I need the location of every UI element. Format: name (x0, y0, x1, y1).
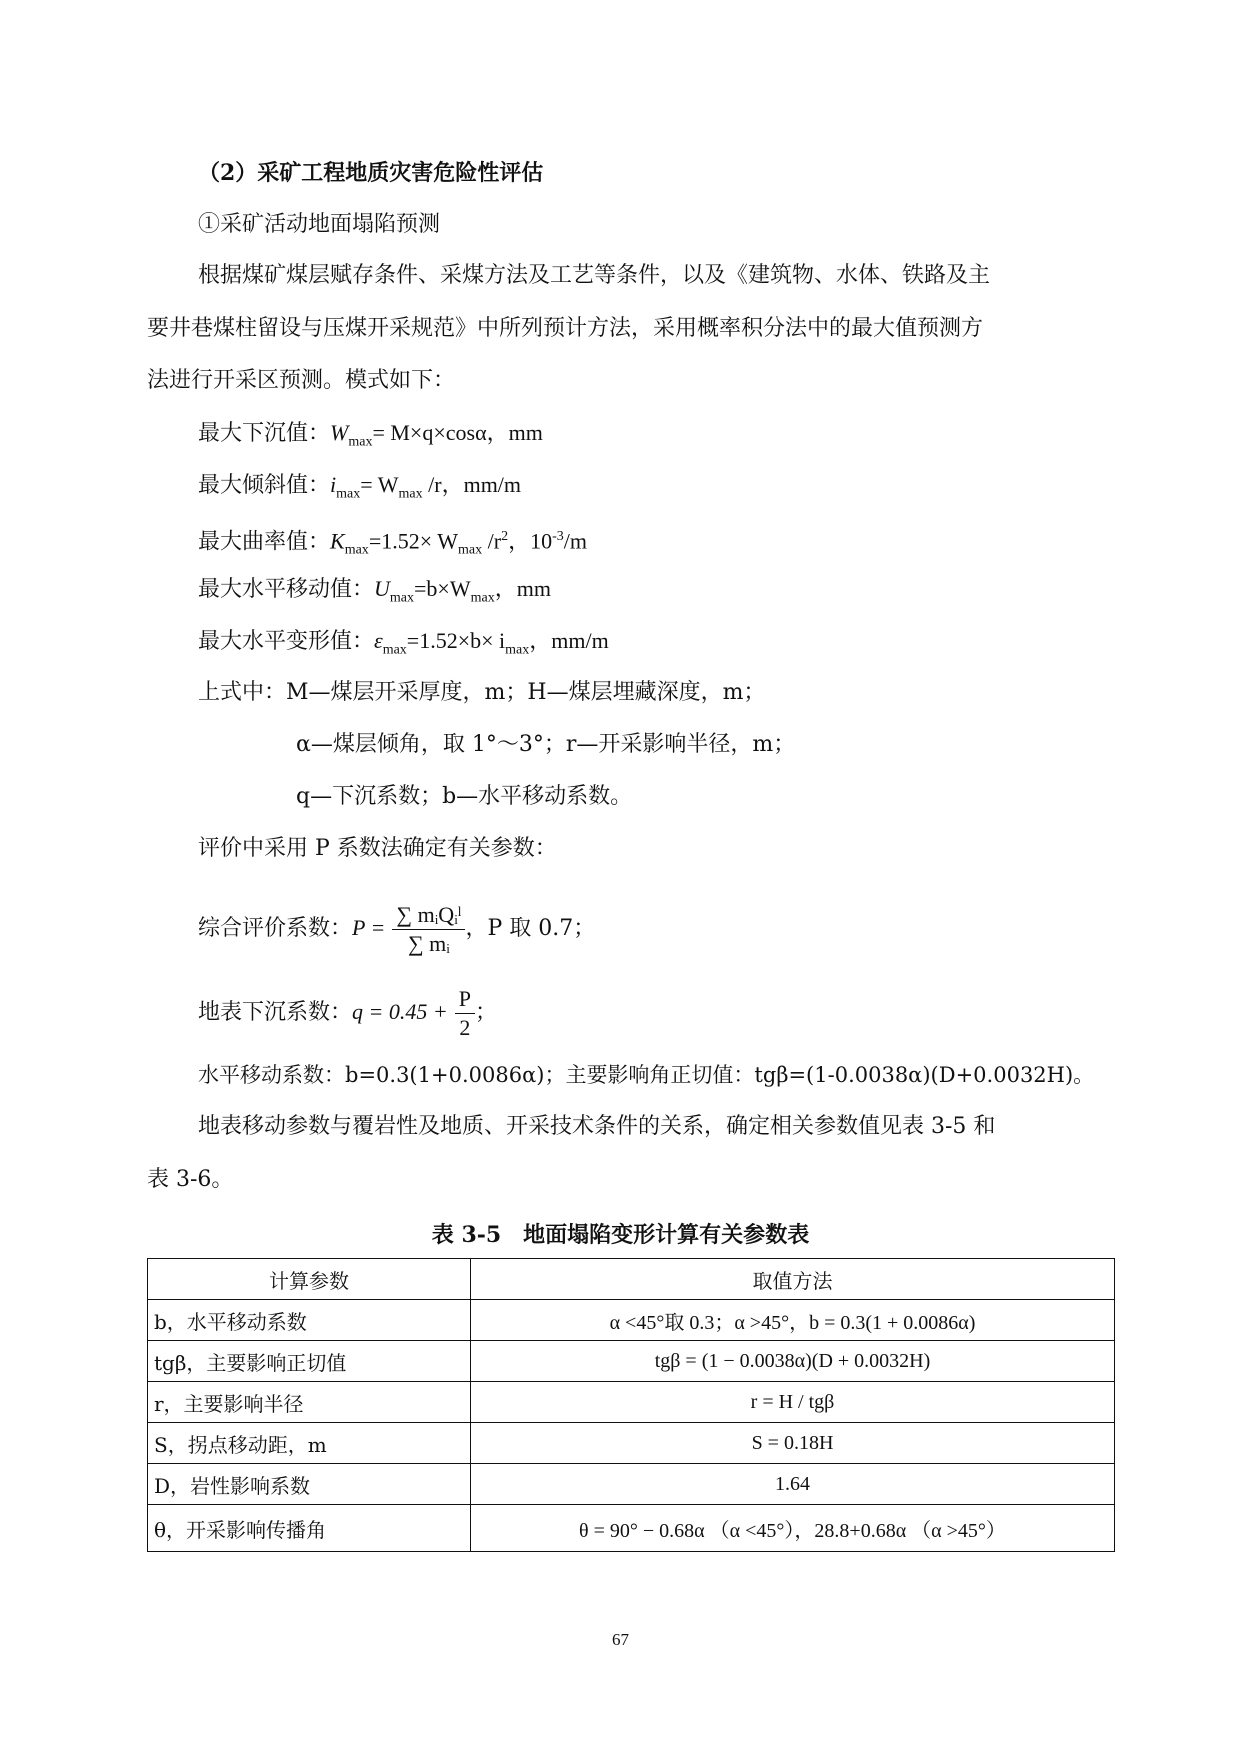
param-cell: S，拐点移动距，m (148, 1423, 471, 1464)
param-cell: b，水平移动系数 (148, 1300, 471, 1341)
table-header-row (148, 1259, 1115, 1300)
formula-p-coefficient: 综合评价系数：P = $\frac{\text{∑ mᵢQᵢˡ}}{\text{∑ mᵢ}}$ ，P 取 0.7； (198, 901, 596, 956)
b-coefficient-line: 水平移动系数：b=0.3(1+0.0086α)；主要影响角正切值：tgβ=(1-0.0038α)(D+0.0032H)。 (198, 1063, 1095, 1087)
param-cell: tgβ，主要影响正切值 (148, 1341, 471, 1382)
table-row (148, 1505, 1115, 1552)
formula-max-horizontal-deform: 最大水平变形值：$\varepsilon_{max}=1.52\times b\times i_{max}$，mm/m (198, 628, 609, 658)
where-line: q—下沉系数；b—水平移动系数。 (296, 784, 633, 809)
formula-max-horizontal-move: 最大水平移动值：$U_{max}=b\times W_{max}$，mm (198, 576, 551, 606)
formula-max-subsidence: 最大下沉值：$W_{max}= M\times q\times\cos\alpha$，mm (198, 420, 543, 450)
method-cell: r = H / tgβ (471, 1382, 1115, 1423)
header-cell: 取值方法 (471, 1259, 1115, 1300)
paragraph-line: 法进行开采区预测。模式如下： (147, 368, 456, 393)
table-row (148, 1300, 1115, 1341)
param-cell: D，岩性影响系数 (148, 1464, 471, 1505)
param-cell: r，主要影响半径 (148, 1382, 471, 1423)
formula-max-tilt: 最大倾斜值：$i_{max}= W_{max}$ /r，mm/m (198, 472, 522, 502)
paragraph-line: 地表移动参数与覆岩性及地质、开采技术条件的关系，确定相关参数值见表 3-5 和 (198, 1114, 996, 1139)
paragraph-line: 要井巷煤柱留设与压煤开采规范》中所列预计方法，采用概率积分法中的最大值预测方 (147, 316, 984, 341)
param-cell: θ，开采影响传播角 (148, 1505, 471, 1552)
table-row (148, 1382, 1115, 1423)
where-line: α—煤层倾角，取 1°～3°；r—开采影响半径，m； (296, 732, 796, 757)
formula-max-curvature: 最大曲率值：$K_{max}=1.52\times W_{max}$ $/r^2$，$10^{-3}/m$ (198, 528, 587, 558)
table-caption: 表 3-5 地面塌陷变形计算有关参数表 (431, 1222, 810, 1248)
header-cell: 计算参数 (148, 1259, 471, 1300)
method-cell: S = 0.18H (471, 1423, 1115, 1464)
subheading: ①采矿活动地面塌陷预测 (198, 212, 441, 237)
where-line: 上式中：M—煤层开采厚度，m；H—煤层埋藏深度，m； (198, 680, 766, 705)
table-row (148, 1464, 1115, 1505)
paragraph-line: 根据煤矿煤层赋存条件、采煤方法及工艺等条件，以及《建筑物、水体、铁路及主 (198, 263, 991, 288)
formula-q-coefficient: 地表下沉系数：q = 0.45 + $\frac{P}{2}$ ； (198, 985, 497, 1040)
page-number: 67 (612, 1630, 629, 1649)
table-row (148, 1341, 1115, 1382)
method-cell: tgβ = (1 − 0.0038α)(D + 0.0032H) (471, 1341, 1115, 1382)
section-heading: （2）采矿工程地质灾害危险性评估 (198, 160, 544, 186)
method-cell: 1.64 (471, 1464, 1115, 1505)
method-cell: α <45°取 0.3；α >45°，b = 0.3(1 + 0.0086α) (471, 1300, 1115, 1341)
method-cell: θ = 90° − 0.68α （α <45°），28.8+0.68α （α >45°） (471, 1505, 1115, 1552)
p-method-text: 评价中采用 P 系数法确定有关参数： (198, 836, 557, 861)
paragraph-line: 表 3-6。 (147, 1167, 234, 1192)
table-row (148, 1423, 1115, 1464)
parameter-table (147, 1258, 1115, 1552)
